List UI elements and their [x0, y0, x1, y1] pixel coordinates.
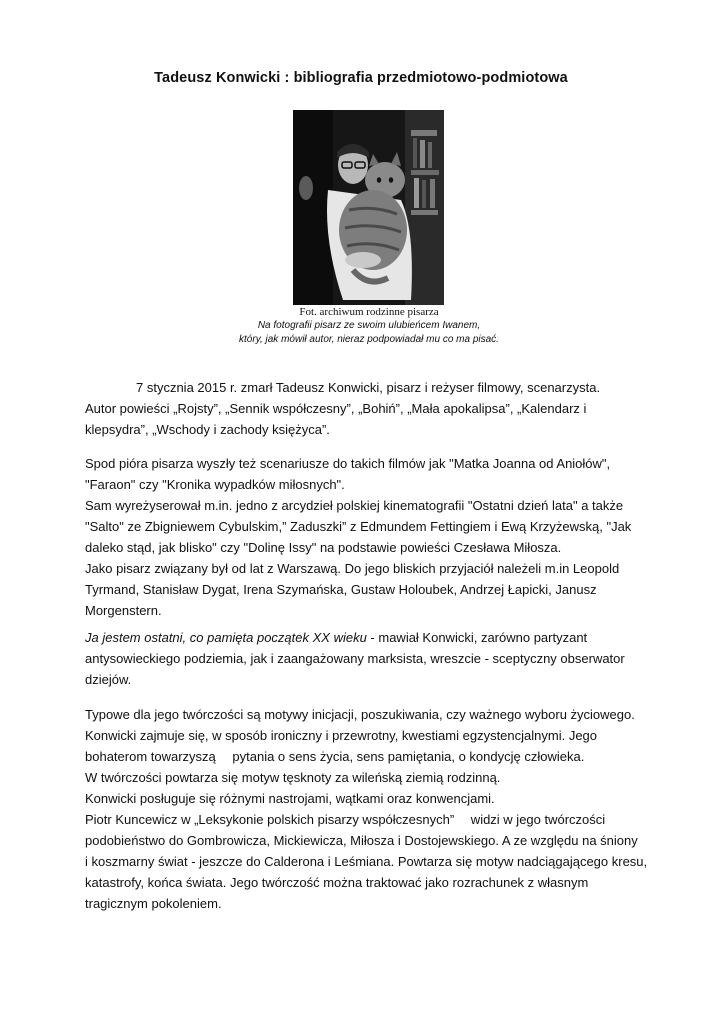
paragraph-2-line: Spod pióra pisarza wyszły też scenariusze do takich filmów jak "Matka Joanna od Aniołów",: [85, 456, 611, 471]
quote-attribution: - mawiał Konwicki, zarówno partyzant: [366, 630, 588, 645]
paragraph-2-line: Jako pisarz związany był od lat z Warszawą. Do jego bliskich przyjaciół należeli m.in Leopold: [85, 561, 620, 576]
paragraph-4-line: Piotr Kuncewicz w „Leksykonie polskich pisarzy współczesnych” widzi w jego twórczości: [85, 812, 606, 827]
paragraph-4-line: podobieństwo do Gombrowicza, Mickiewicza, Miłosza i Dostojewskiego. A ze względu na śniony: [85, 833, 638, 848]
photo-source: Fot. archiwum rodzinne pisarza: [299, 306, 439, 318]
paragraph-1: [85, 377, 685, 440]
author-photo-image: [293, 110, 444, 305]
paragraph-4-line: tragicznym pokoleniem.: [85, 896, 222, 911]
paragraph-3-line: antysowieckiego podziemia, jak i zaangażowany marksista, wreszcie - sceptyczny obserwator: [85, 651, 625, 666]
paragraph-2-line: daleko stąd, jak blisko" czy "Dolinę Issy" na podstawie powieści Czesława Miłosza.: [85, 540, 562, 555]
paragraph-3: [85, 627, 685, 690]
photo-caption-line-2: który, jak mówił autor, nieraz podpowiadał mu co ma pisać.: [239, 334, 499, 345]
paragraph-4-line: W twórczości powtarza się motyw tęsknoty za wileńską ziemią rodzinną.: [85, 770, 501, 785]
document-title: Tadeusz Konwicki : bibliografia przedmiotowo-podmiotowa: [154, 70, 568, 86]
paragraph-2-line: Tyrmand, Stanisław Dygat, Irena Szymańska, Gustaw Holoubek, Andrzej Łapicki, Janusz: [85, 582, 597, 597]
paragraph-4-line: Typowe dla jego twórczości są motywy inicjacji, poszukiwania, czy ważnego wyboru życiowego.: [85, 707, 635, 722]
paragraph-4-line: katastrofy, końca świata. Jego twórczość można traktować jako rozrachunek z własnym: [85, 875, 589, 890]
paragraph-2-line: Morgenstern.: [85, 603, 162, 618]
paragraph-3-line: [85, 627, 685, 648]
paragraph-3-line: dziejów.: [85, 672, 132, 687]
paragraph-1-line: Autor powieści „Rojsty”, „Sennik współczesny”, „Bohiń”, „Mała apokalipsa”, „Kalendarz i: [85, 401, 587, 416]
paragraph-2-line: "Salto" ze Zbigniewem Cybulskim,” Zaduszki” z Edmundem Fettingiem i Ewą Krzyżewską, "Jak: [85, 519, 632, 534]
paragraph-4-line: i koszmarny świat - jeszcze do Calderona i Leśmiana. Powtarza się motyw nadciągającego kresu,: [85, 854, 648, 869]
photo-caption-line-1: Na fotografii pisarz ze swoim ulubieńcem Iwanem,: [257, 320, 481, 331]
paragraph-4: [85, 704, 685, 914]
paragraph-2: [85, 453, 685, 621]
author-photo: [293, 110, 444, 305]
paragraph-2-line: "Faraon" czy "Kronika wypadków miłosnych".: [85, 477, 345, 492]
paragraph-4-line: Konwicki posługuje się różnymi nastrojami, wątkami oraz konwencjami.: [85, 791, 495, 806]
paragraph-4-line: bohaterom towarzyszą pytania o sens życia, sens pamiętania, o kondycję człowieka.: [85, 749, 585, 764]
paragraph-4-line: Konwicki zajmuje się, w sposób ironiczny i przewrotny, kwestiami egzystencjalnymi. Jego: [85, 728, 598, 743]
paragraph-2-line: Sam wyreżyserował m.in. jedno z arcydzieł polskiej kinematografii "Ostatni dzień lata" a także: [85, 498, 624, 513]
paragraph-1-line: klepsydra”, „Wschody i zachody księżyca”.: [85, 422, 330, 437]
paragraph-1-line: 7 stycznia 2015 r. zmarł Tadeusz Konwicki, pisarz i reżyser filmowy, scenarzysta.: [136, 380, 601, 395]
konwicki-quote: Ja jestem ostatni, co pamięta początek XX wieku: [85, 630, 367, 645]
